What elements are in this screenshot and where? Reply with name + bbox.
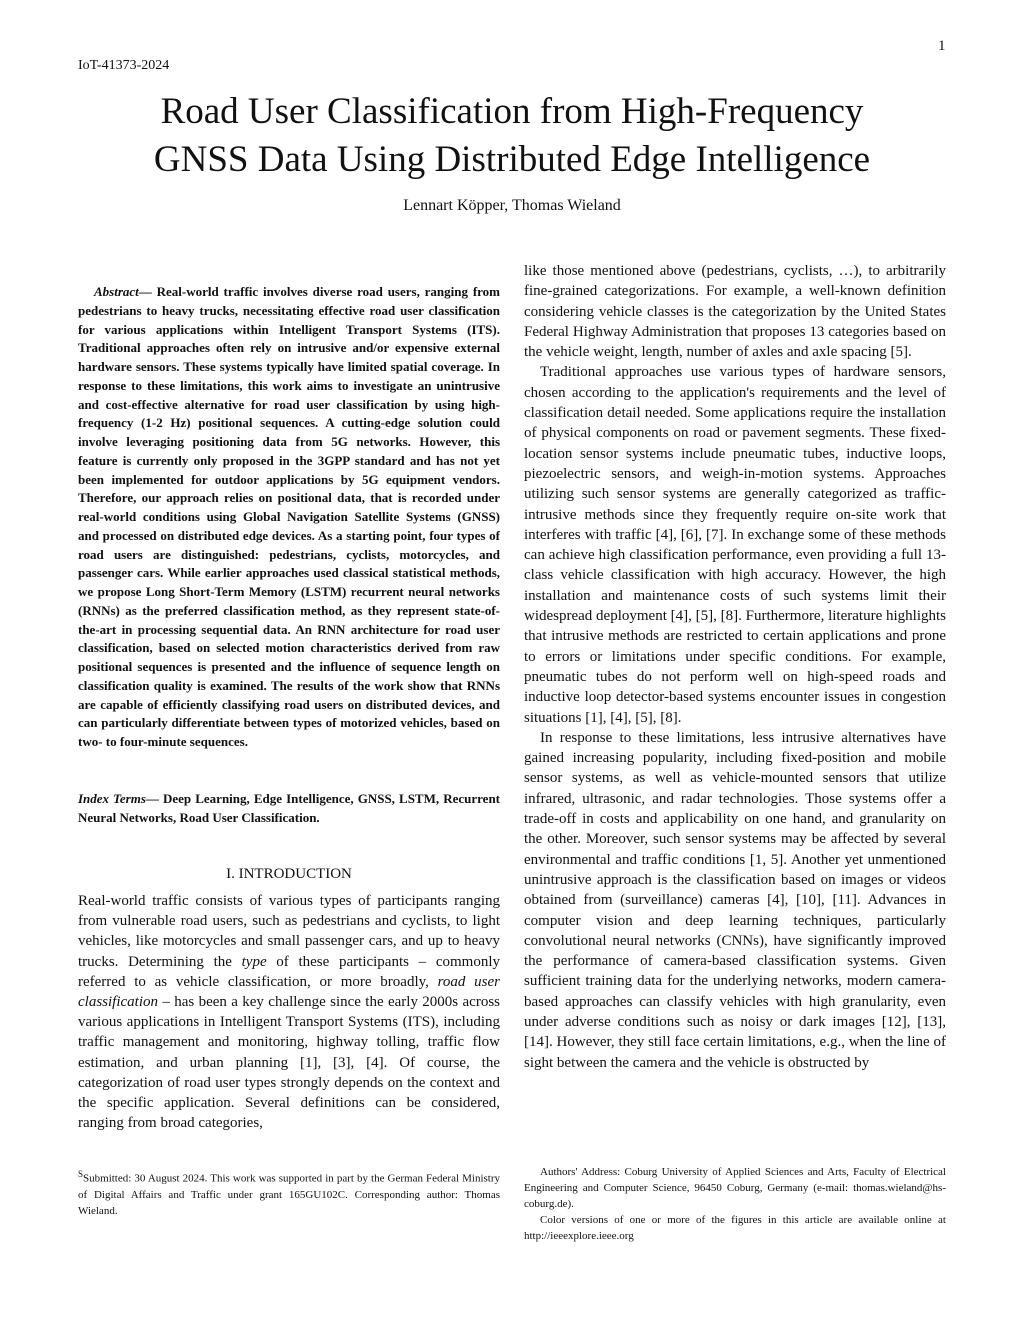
- paper-title: [60, 88, 964, 184]
- footnote-authors-address: Authors' Address: Coburg University of Applied Sciences and Arts, Faculty of Electrical Engineering and Computer Science, 96450 Coburg, Germany (e-mail: thomas.wieland@hs-coburg.de).: [524, 1166, 946, 1210]
- footnote-submission: [78, 1166, 500, 1219]
- section-heading-introduction: I. INTRODUCTION: [226, 866, 352, 882]
- intro-text-a: Real-world traffic consists of various types of participants ranging from vulnerable road users, such as pedestrians and cyclists, to light vehicles, like motorcycles and small passenger cars, and up to heavy trucks. Determining the: [78, 893, 500, 970]
- body-paragraph-1: like those mentioned above (pedestrians, cyclists, …), to arbitrarily fine-grained categorizations. For example, a well-known definition considering vehicle classes is the categorization by the United States Federal Highway Administration that proposes 13 categories based on the vehicle weight, length, number of axles and axle spacing [5].: [524, 263, 946, 361]
- manuscript-id: IoT-41373-2024: [78, 58, 170, 73]
- index-terms-text: Deep Learning, Edge Intelligence, GNSS, LSTM, Recurrent Neural Networks, Road User Classification.: [78, 791, 500, 825]
- abstract-label: Abstract: [94, 284, 139, 299]
- intro-term-type: type: [241, 953, 267, 970]
- index-terms-dash: —: [145, 791, 163, 806]
- title-line-2: GNSS Data Using Distributed Edge Intelligence: [153, 139, 871, 180]
- footnote-submission-text: Submitted: 30 August 2024. This work was supported in part by the German Federal Ministry of Digital Affairs and Traffic under grant 165GU102C. Corresponding author: Thomas Wieland.: [78, 1172, 500, 1217]
- title-line-1: Road User Classification from High-Frequency: [160, 91, 864, 132]
- right-column-body: [524, 261, 946, 1073]
- abstract-dash: —: [138, 284, 157, 299]
- intro-text-b: of these participants – commonly referred to as vehicle classification, or more broadly,: [78, 953, 501, 990]
- body-paragraph-2: Traditional approaches use various types of hardware sensors, chosen according to the application's requirements and the level of classification detail needed. Some applications require the installation of physical components on road or pavement segments. These fixed-location sensor systems include pneumatic tubes, inductive loops, piezoelectric sensors, and weigh-in-motion systems. Approaches utilizing such sensor systems are generally categorized as traffic-intrusive methods since they frequently require on-site work that interferes with traffic [4], [6], [7]. In exchange some of these methods can achieve high classification performance, even providing a full 13-class vehicle classification with high accuracy. However, the high installation and maintenance costs of such systems limit their widespread deployment [4], [5], [8]. Furthermore, literature highlights that intrusive methods are restricted to certain applications and prone to errors or limitations under specific conditions. For example, pneumatic tubes do not perform well on high-speed roads and inductive loop detector-based systems encounter issues in congestion situations [1], [4], [5], [8].: [524, 364, 946, 726]
- footnote-color-versions: Color versions of one or more of the figures in this article are available online at http://ieeexplore.ieee.org: [524, 1214, 946, 1242]
- abstract-text: Real-world traffic involves diverse road users, ranging from pedestrians to heavy trucks, necessitating effective road user classification for various applications within Intelligent Transport Systems (ITS). Traditional approaches often rely on intrusive and/or expensive external hardware sensors. These systems typically have limited spatial coverage. In response to these limitations, this work aims to investigate an unintrusive and cost-effective alternative for road user classification by using high-frequency (1-2 Hz) positional sequences. A cutting-edge solution could involve leveraging positioning data from 5G networks. However, this feature is currently only proposed in the 3GPP standard and has not yet been implemented for outdoor applications by 5G equipment vendors. Therefore, our approach relies on positional data, that is recorded under real-world conditions using Global Navigation Satellite Systems (GNSS) and processed on distributed edge devices. As a starting point, four types of road users are distinguished: pedestrians, cyclists, motorcycles, and passenger cars. While earlier approaches used classical statistical methods, we propose Long Short-Term Memory (LSTM) recurrent neural networks (RNNs) as the preferred classification method, as they represent state-of-the-art in processing sequential data. An RNN architecture for road user classification, based on selected motion characteristics derived from raw positional sequences is presented and the influence of sequence length on classification quality is examined. The results of the work show that RNNs are capable of efficiently classifying road users on distributed devices, and can particularly differentiate between types of motorized vehicles, based on two- to four-minute sequences.: [78, 284, 501, 749]
- body-paragraph-3: In response to these limitations, less intrusive alternatives have gained increasing popularity, including fixed-position and mobile sensor systems, as well as vehicle-mounted sensors that utilize infrared, ultrasonic, and radar technologies. Those systems offer a trade-off in costs and applicability on one hand, and granularity on the other. Moreover, such sensor systems may be affected by several environmental and traffic conditions [1, 5]. Another yet unmentioned unintrusive approach is the classification based on images or videos obtained from (surveillance) cameras [4], [10], [11]. Advances in computer vision and deep learning techniques, particularly convolutional neural networks (CNNs), have significantly improved the performance of camera-based classification systems. Given sufficient training data for the underlying networks, modern camera-based approaches can classify vehicles with high granularity, even under adverse conditions such as noisy or dark images [12], [13], [14]. However, they still face certain limitations, e.g., when the line of sight between the camera and the vehicle is obstructed by: [524, 729, 946, 1071]
- index-terms-label: Index Terms: [78, 791, 146, 806]
- author-list: Lennart Köpper, Thomas Wieland: [403, 197, 621, 214]
- index-terms: [78, 790, 500, 828]
- page-number: 1: [938, 38, 946, 54]
- intro-term-road-user-classification: road user classification: [78, 973, 500, 1011]
- intro-text-c: – has been a key challenge since the early 2000s across various applications in Intelligent Transport Systems (ITS), including traffic management and monitoring, highway tolling, traffic flow estimation, and urban planning [1], [3], [4]. Of course, the categorization of road user types strongly depends on the context and the specific application. Several definitions can be considered, ranging from broad categories,: [78, 994, 500, 1132]
- footnote-marker: S: [78, 1169, 84, 1179]
- abstract: [78, 283, 500, 752]
- intro-paragraph: [78, 891, 500, 1133]
